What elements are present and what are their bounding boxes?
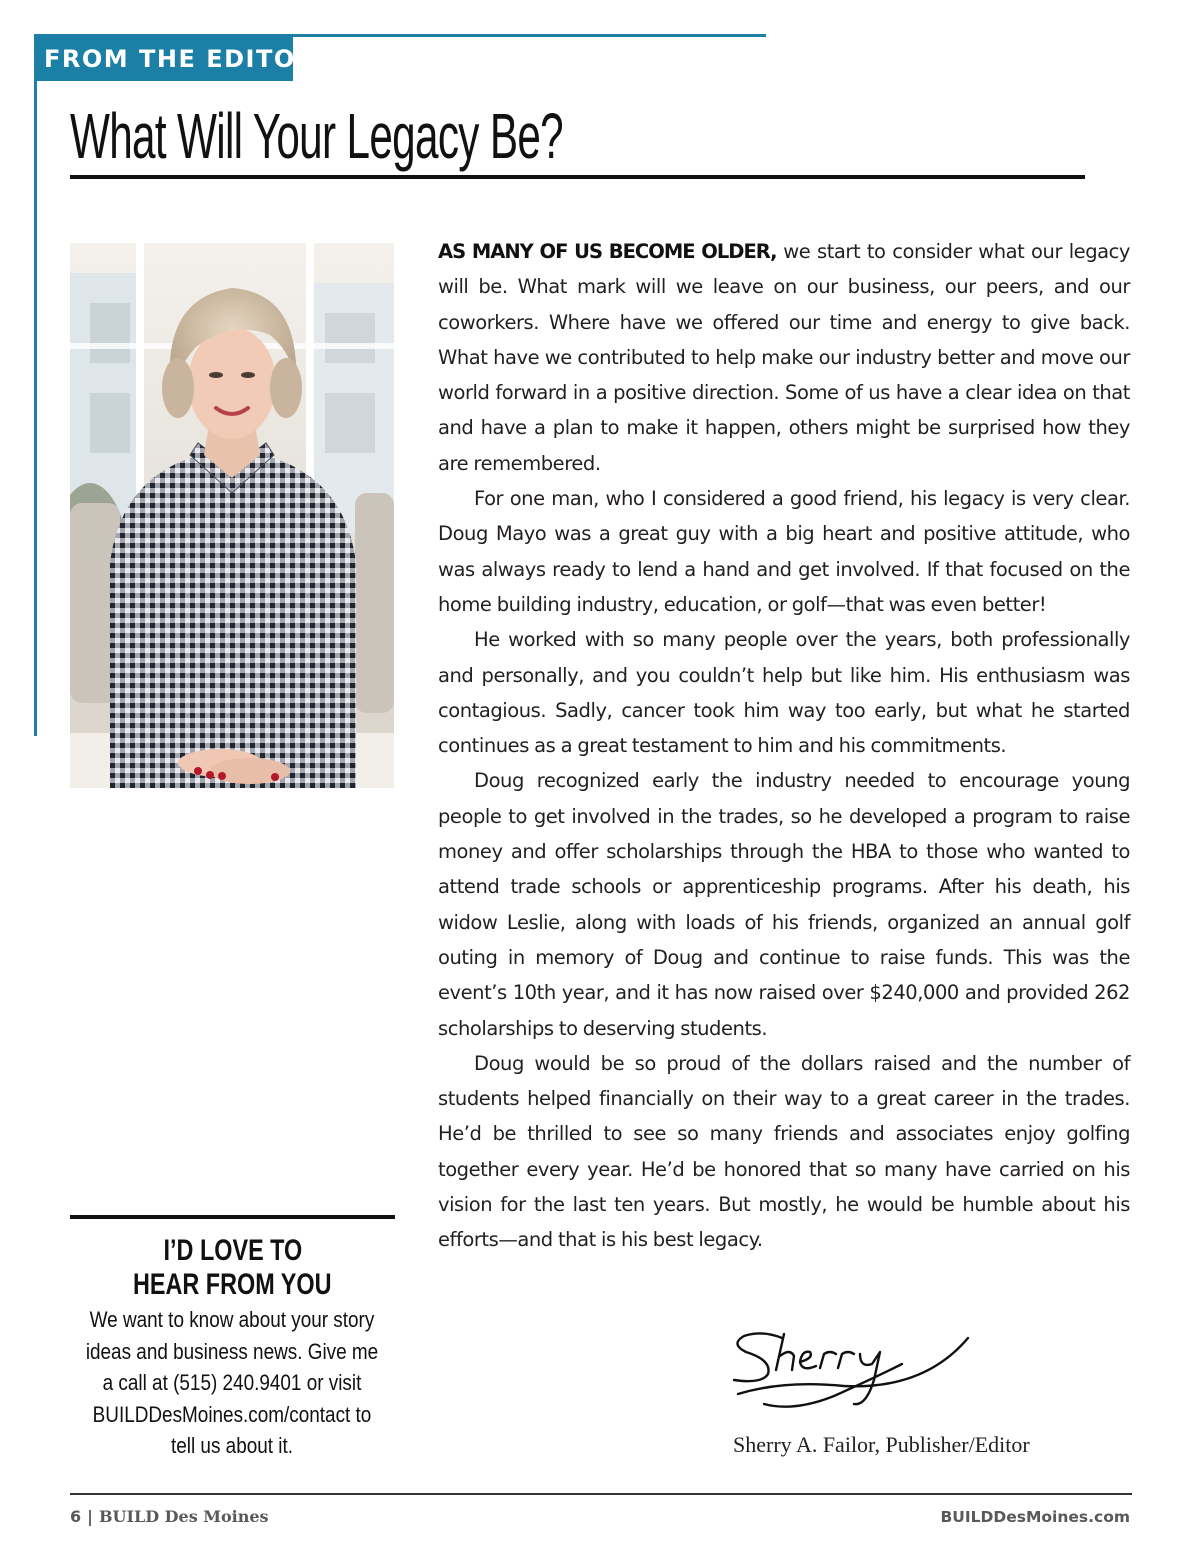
editor-portrait-photo: [70, 243, 394, 788]
contact-body: [62, 1304, 402, 1462]
contact-body-line: tell us about it.: [170, 1433, 294, 1458]
article-paragraph: [438, 234, 1130, 481]
article-lead-in: AS MANY OF US BECOME OLDER,: [438, 240, 777, 263]
section-label: FROM THE EDITOR: [34, 37, 293, 81]
section-left-rule: [34, 34, 37, 736]
article-paragraph: For one man, who I considered a good friend, his legacy is very clear. Doug Mayo was a great guy with a big heart and positive attitude, who was always ready to lend a hand and get involved. If that focused on the home building industry, education, or golf—that was even better!: [438, 487, 1130, 616]
footer-website-link[interactable]: BUILDDesMoines.com: [940, 1508, 1130, 1526]
signer-name: Sherry A. Failor, Publisher/Editor: [733, 1432, 1030, 1457]
footer-page-info: [70, 1507, 269, 1526]
page-title: What Will Your Legacy Be?: [70, 100, 563, 172]
footer-rule: [70, 1493, 1132, 1495]
article-paragraph-text: we start to consider what our legacy will be. What mark will we leave on our business, our peers, and our coworkers. Where have we offered our time and energy to give back. What have we contributed to help make our industry better and move our world forward in a positive direction. Some of us have a clear idea on that and have a plan to make it happen, others might be surprised how they are remembered.: [438, 240, 1131, 475]
contact-body-line: ideas and business news. Give me: [85, 1338, 379, 1364]
article-body: [438, 234, 1130, 1258]
footer-separator: |: [87, 1507, 93, 1526]
headline-divider: [70, 175, 1085, 179]
contact-heading-line-1: I’D LOVE TO: [163, 1234, 302, 1267]
contact-heading: [70, 1234, 395, 1302]
contact-body-line: We want to know about your story: [89, 1307, 375, 1332]
contact-box-rule: [70, 1215, 395, 1219]
article-paragraph: He worked with so many people over the years, both professionally and personally, and you couldn’t help but like him. His enthusiasm was contagious. Sadly, cancer took him way too early, but what he started continues as a great testament to him and his commitments.: [438, 628, 1130, 758]
article-paragraph: Doug would be so proud of the dollars raised and the number of students helped financially on their way to a great career in the trades. He’d be thrilled to see so many friends and associates enjoy golfing together every year. He’d be honored that so many have carried on his vision for the last ten years. But mostly, he would be humble about his efforts—and that is his best legacy.: [438, 1051, 1130, 1252]
contact-body-line: a call at (515) 240.9401 or visit: [102, 1370, 362, 1395]
page-number: 6: [70, 1507, 82, 1526]
contact-heading-line-2: HEAR FROM YOU: [133, 1268, 332, 1301]
contact-body-line: BUILDDesMoines.com/contact to: [92, 1401, 372, 1427]
publication-name: BUILD Des Moines: [98, 1507, 269, 1526]
article-paragraph: Doug recognized early the industry needed to encourage young people to get involved in the trades, so he developed a program to raise money and offer scholarships through the HBA to those who wanted to attend trade schools or apprenticeship programs. After his death, his widow Leslie, along with loads of his friends, organized an annual golf outing in memory of Doug and continue to raise funds. This was the event’s 10th year, and it has now raised over $240,000 and provided 262 scholarships to deserving students.: [438, 769, 1130, 1040]
handwritten-signature: [724, 1320, 974, 1420]
